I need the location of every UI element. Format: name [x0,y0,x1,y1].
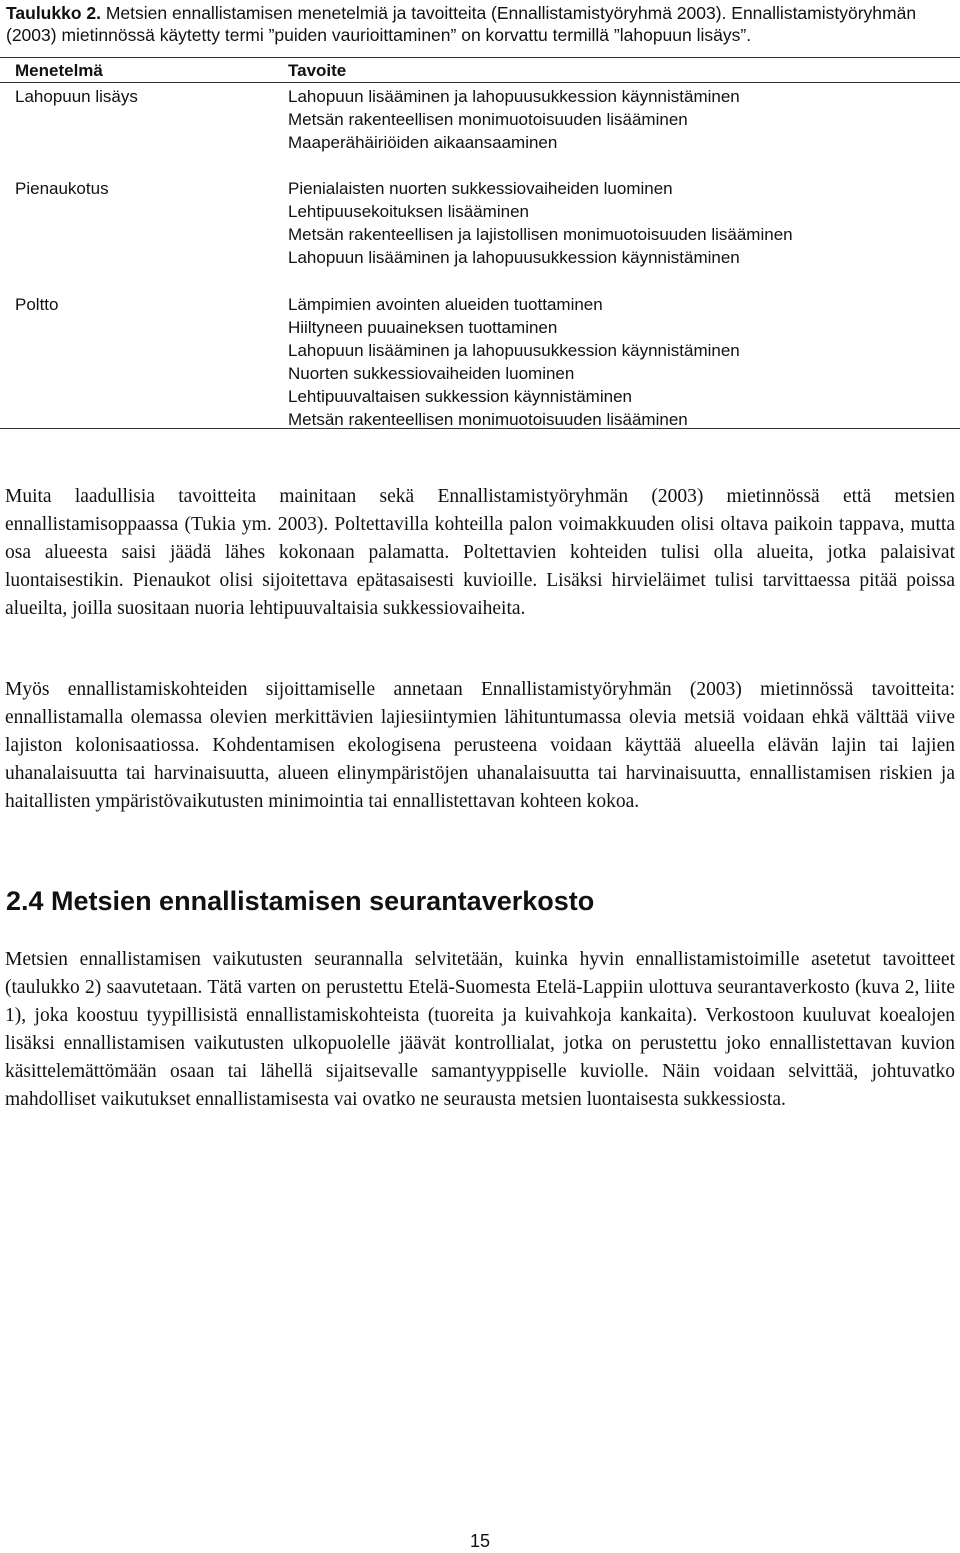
caption-text: Metsien ennallistamisen menetelmiä ja tavoitteita (Ennallistamistyöryhmä 2003). Ennallistamistyöryhmän (2003) mietinnössä käytetty termi ”puiden vaurioittaminen” on korvattu termillä ”lahopuun lisäys”. [6,3,917,45]
caption-label: Taulukko 2. [6,3,101,23]
table-body [0,85,960,433]
table-header-row [0,57,960,83]
paragraph-1: Muita laadullisia tavoitteita mainitaan sekä Ennallistamistyöryhmän (2003) mietinnössä että metsien ennallistamisoppaassa (Tukia ym. 2003). Poltettavilla kohteilla palon voimakkuuden olisi oltava paikoin tappava, mutta osa alueesta saisi jäädä lähes kokonaan palamatta. Poltettavien kohteiden tulisi olla alueita, jotka palaisivat luontaisestikin. Pienaukot olisi sijoitettava epätasaisesti kuvioille. Lisäksi hirvieläimet tulisi tarvittaessa pitää poissa alueilta, joilla suositaan nuoria lehtipuuvaltaisia sukkessiovaiheita. [5,486,955,619]
header-goal: Tavoite [288,61,347,80]
goal-line: Hiiltyneen puuaineksen tuottaminen [288,318,558,337]
goal-line: Lahopuun lisääminen ja lahopuusukkession käynnistäminen [288,248,740,267]
table-row [0,177,960,293]
section-paragraph: Metsien ennallistamisen vaikutusten seurannalla selvitetään, kuinka hyvin ennallistamistoimille asetetut tavoitteet (taulukko 2) saavutetaan. Tätä varten on perustettu Etelä-Suomesta Etelä-Lappiin ulottuva seurantaverkosto (kuva 2, liite 1), joka koostuu tyypillisistä ennallistamiskohteista (tuoreita ja kuivahkoja kankaita). Verkostoon kuuluvat koealojen lisäksi ennallistamisen vaikutusten ulkopuolelle jäävät kontrollialat, jotka on perustettu joko ennallistettavan kuvion käsittelemättömään osaan tai lähellä sijaitsevalle samantyyppiselle kuviolle. Näin voidaan selvittää, johtuvatko mahdolliset vaikutukset ennallistamisesta vai ovatko ne seurausta metsien luontaisesta sukkessiosta. [5,949,955,1110]
paragraph-2: Myös ennallistamiskohteiden sijoittamiselle annetaan Ennallistamistyöryhmän (2003) mietinnössä tavoitteita: ennallistamalla olemassa olevien merkittävien lajiesiintymien lähituntumassa olevia metsiä voidaan ehkä välttää viive lajiston kolonisaatiossa. Kohdentamisen ekologisena perusteena voidaan käyttää alueella elävän lajin tai lajien uhanalaisuutta tai harvinaisuutta, alueen elinympäristöjen uhanalaisuutta tai harvinaisuutta, ennallistamisen riskien ja haitallisten ympäristövaikutusten minimointia tai ennallistettavan kohteen kokoa. [5,679,955,812]
table-bottom-rule [0,428,960,429]
methods-table [0,57,960,433]
page-number: 15 [469,1531,491,1551]
goal-line: Metsän rakenteellisen monimuotoisuuden lisääminen [288,110,688,129]
method-cell: Lahopuun lisäys [15,87,138,106]
goal-line: Pienialaisten nuorten sukkessiovaiheiden luominen [288,179,673,198]
goal-line: Metsän rakenteellisen monimuotoisuuden lisääminen [288,410,688,429]
table-row [0,85,960,177]
goal-cell [288,293,740,431]
method-cell: Poltto [15,295,59,314]
goal-line: Metsän rakenteellisen ja lajistollisen monimuotoisuuden lisääminen [288,225,793,244]
table-caption [6,2,956,46]
goal-line: Maaperähäiriöiden aikaansaaminen [288,133,558,152]
goal-line: Lahopuun lisääminen ja lahopuusukkession käynnistäminen [288,87,740,106]
goal-line: Lämpimien avointen alueiden tuottaminen [288,295,603,314]
goal-line: Lehtipuuvaltaisen sukkession käynnistäminen [288,387,632,406]
goal-cell [288,177,793,269]
table-row [0,293,960,433]
header-method: Menetelmä [15,61,103,80]
goal-line: Lahopuun lisääminen ja lahopuusukkession käynnistäminen [288,341,740,360]
section-heading: 2.4 Metsien ennallistamisen seurantaverkosto [6,886,595,916]
goal-line: Nuorten sukkessiovaiheiden luominen [288,364,575,383]
goal-line: Lehtipuusekoituksen lisääminen [288,202,529,221]
method-cell: Pienaukotus [15,179,109,198]
goal-cell [288,85,740,154]
